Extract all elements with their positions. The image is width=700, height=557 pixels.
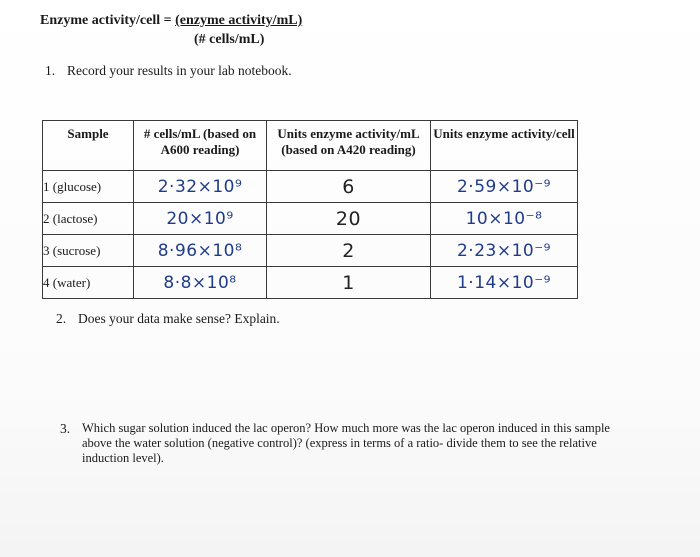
- table-row: [43, 267, 578, 299]
- formula-numerator: (enzyme activity/mL): [175, 13, 303, 28]
- units-value: 2: [267, 235, 431, 267]
- question-2: [56, 311, 280, 326]
- question-1-text: Record your results in your lab notebook.: [67, 63, 292, 78]
- cells-value: 8·96×10⁸: [134, 235, 267, 267]
- question-3-number: 3.: [60, 421, 71, 436]
- header-cells-per-ml: # cells/mL (based on A600 reading): [134, 121, 267, 171]
- cells-value: 20×10⁹: [134, 203, 267, 235]
- table-row: [43, 171, 578, 203]
- question-1-number: 1.: [45, 63, 56, 78]
- cells-value: 2·32×10⁹: [134, 171, 267, 203]
- units-value: 20: [267, 203, 431, 235]
- question-3-text: Which sugar solution induced the lac operon? How much more was the lac operon induced in this sample above the water solution (negative control)? (express in terms of a ratio- divide them to see the relative induction level).: [82, 421, 610, 465]
- formula-denominator: (# cells/mL): [194, 32, 265, 47]
- sample-cell: 2 (lactose): [43, 203, 134, 235]
- question-2-number: 2.: [56, 311, 67, 326]
- question-1: [45, 63, 292, 78]
- header-sample: Sample: [43, 121, 134, 171]
- sample-cell: 3 (sucrose): [43, 235, 134, 267]
- per-cell-value: 1·14×10⁻⁹: [431, 267, 578, 299]
- results-table: [42, 120, 578, 299]
- formula-lhs: Enzyme activity/cell =: [40, 13, 176, 28]
- per-cell-value: 2·59×10⁻⁹: [431, 171, 578, 203]
- units-value: 1: [267, 267, 431, 299]
- sample-cell: 1 (glucose): [43, 171, 134, 203]
- per-cell-value: 2·23×10⁻⁹: [431, 235, 578, 267]
- units-value: 6: [267, 171, 431, 203]
- table-row: [43, 203, 578, 235]
- header-units-per-cell: Units enzyme activity/cell: [431, 121, 578, 171]
- formula-line: [40, 13, 302, 29]
- per-cell-value: 10×10⁻⁸: [431, 203, 578, 235]
- table-header-row: [43, 121, 578, 171]
- cells-value: 8·8×10⁸: [134, 267, 267, 299]
- table-row: [43, 235, 578, 267]
- sample-cell: 4 (water): [43, 267, 134, 299]
- header-units-per-ml: Units enzyme activity/mL (based on A420 reading): [267, 121, 431, 171]
- question-2-text: Does your data make sense? Explain.: [78, 311, 280, 326]
